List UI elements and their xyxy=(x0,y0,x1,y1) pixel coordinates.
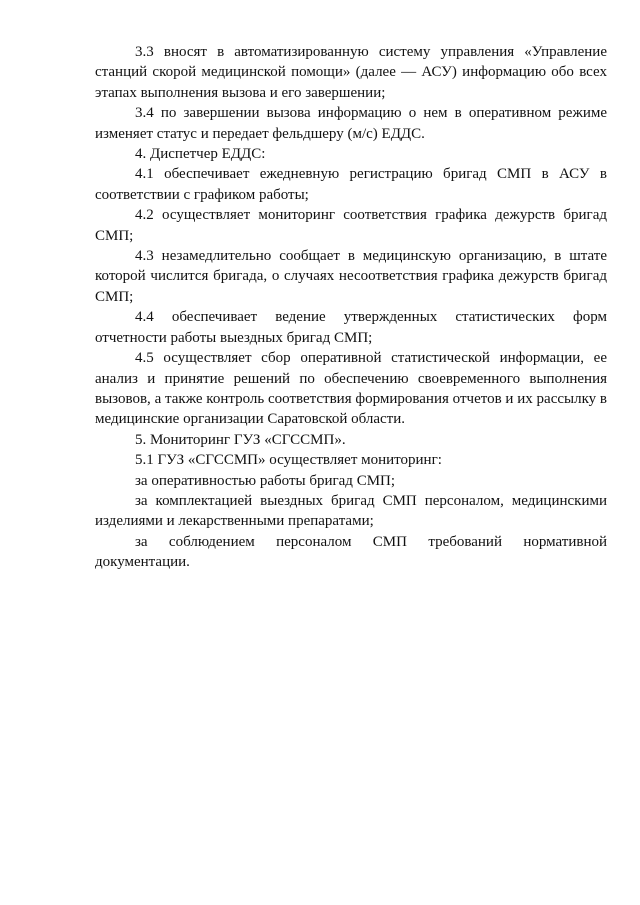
document-body xyxy=(95,42,607,573)
monitoring-item-staffing: за комплектацией выездных бригад СМП персоналом, медицинскими изделиями и лекарственными препаратами; xyxy=(95,492,607,530)
paragraph-4-4: 4.4 обеспечивает ведение утвержденных статистических форм отчетности работы выездных бригад СМП; xyxy=(95,309,607,346)
monitoring-item-efficiency: за оперативностью работы бригад СМП; xyxy=(135,472,396,489)
monitoring-item-compliance: за соблюдением персоналом СМП требований нормативной документации. xyxy=(95,533,607,571)
paragraph-4-3: 4.3 незамедлительно сообщает в медицинскую организацию, в штате которой числится бригада, о случаях несоответствия графика дежурств бригад СМП; xyxy=(95,248,607,305)
paragraph-4-5: 4.5 осуществляет сбор оперативной статистической информации, ее анализ и принятие решений по обеспечению своевременного выполнения вызовов, а также контроль соответствия формирования отчетов и их рассылку в медицинские организации Саратовской области. xyxy=(95,350,607,428)
section-heading-4: 4. Диспетчер ЕДДС: xyxy=(135,146,266,163)
paragraph-3-4: 3.4 по завершении вызова информацию о нем в оперативном режиме изменяет статус и передает фельдшеру (м/с) ЕДДС. xyxy=(95,105,607,142)
paragraph-5-1: 5.1 ГУЗ «СГССМП» осуществляет мониторинг: xyxy=(135,452,442,469)
section-heading-5: 5. Мониторинг ГУЗ «СГССМП». xyxy=(135,431,346,448)
paragraph-4-1: 4.1 обеспечивает ежедневную регистрацию бригад СМП в АСУ в соответствии с графиком работы; xyxy=(95,166,607,203)
paragraph-3-3: 3.3 вносят в автоматизированную систему управления «Управление станций скорой медицинской помощи» (далее — АСУ) информацию обо всех этапах выполнения вызова и его завершении; xyxy=(95,44,607,101)
paragraph-4-2: 4.2 осуществляет мониторинг соответствия графика дежурств бригад СМП; xyxy=(95,207,607,244)
